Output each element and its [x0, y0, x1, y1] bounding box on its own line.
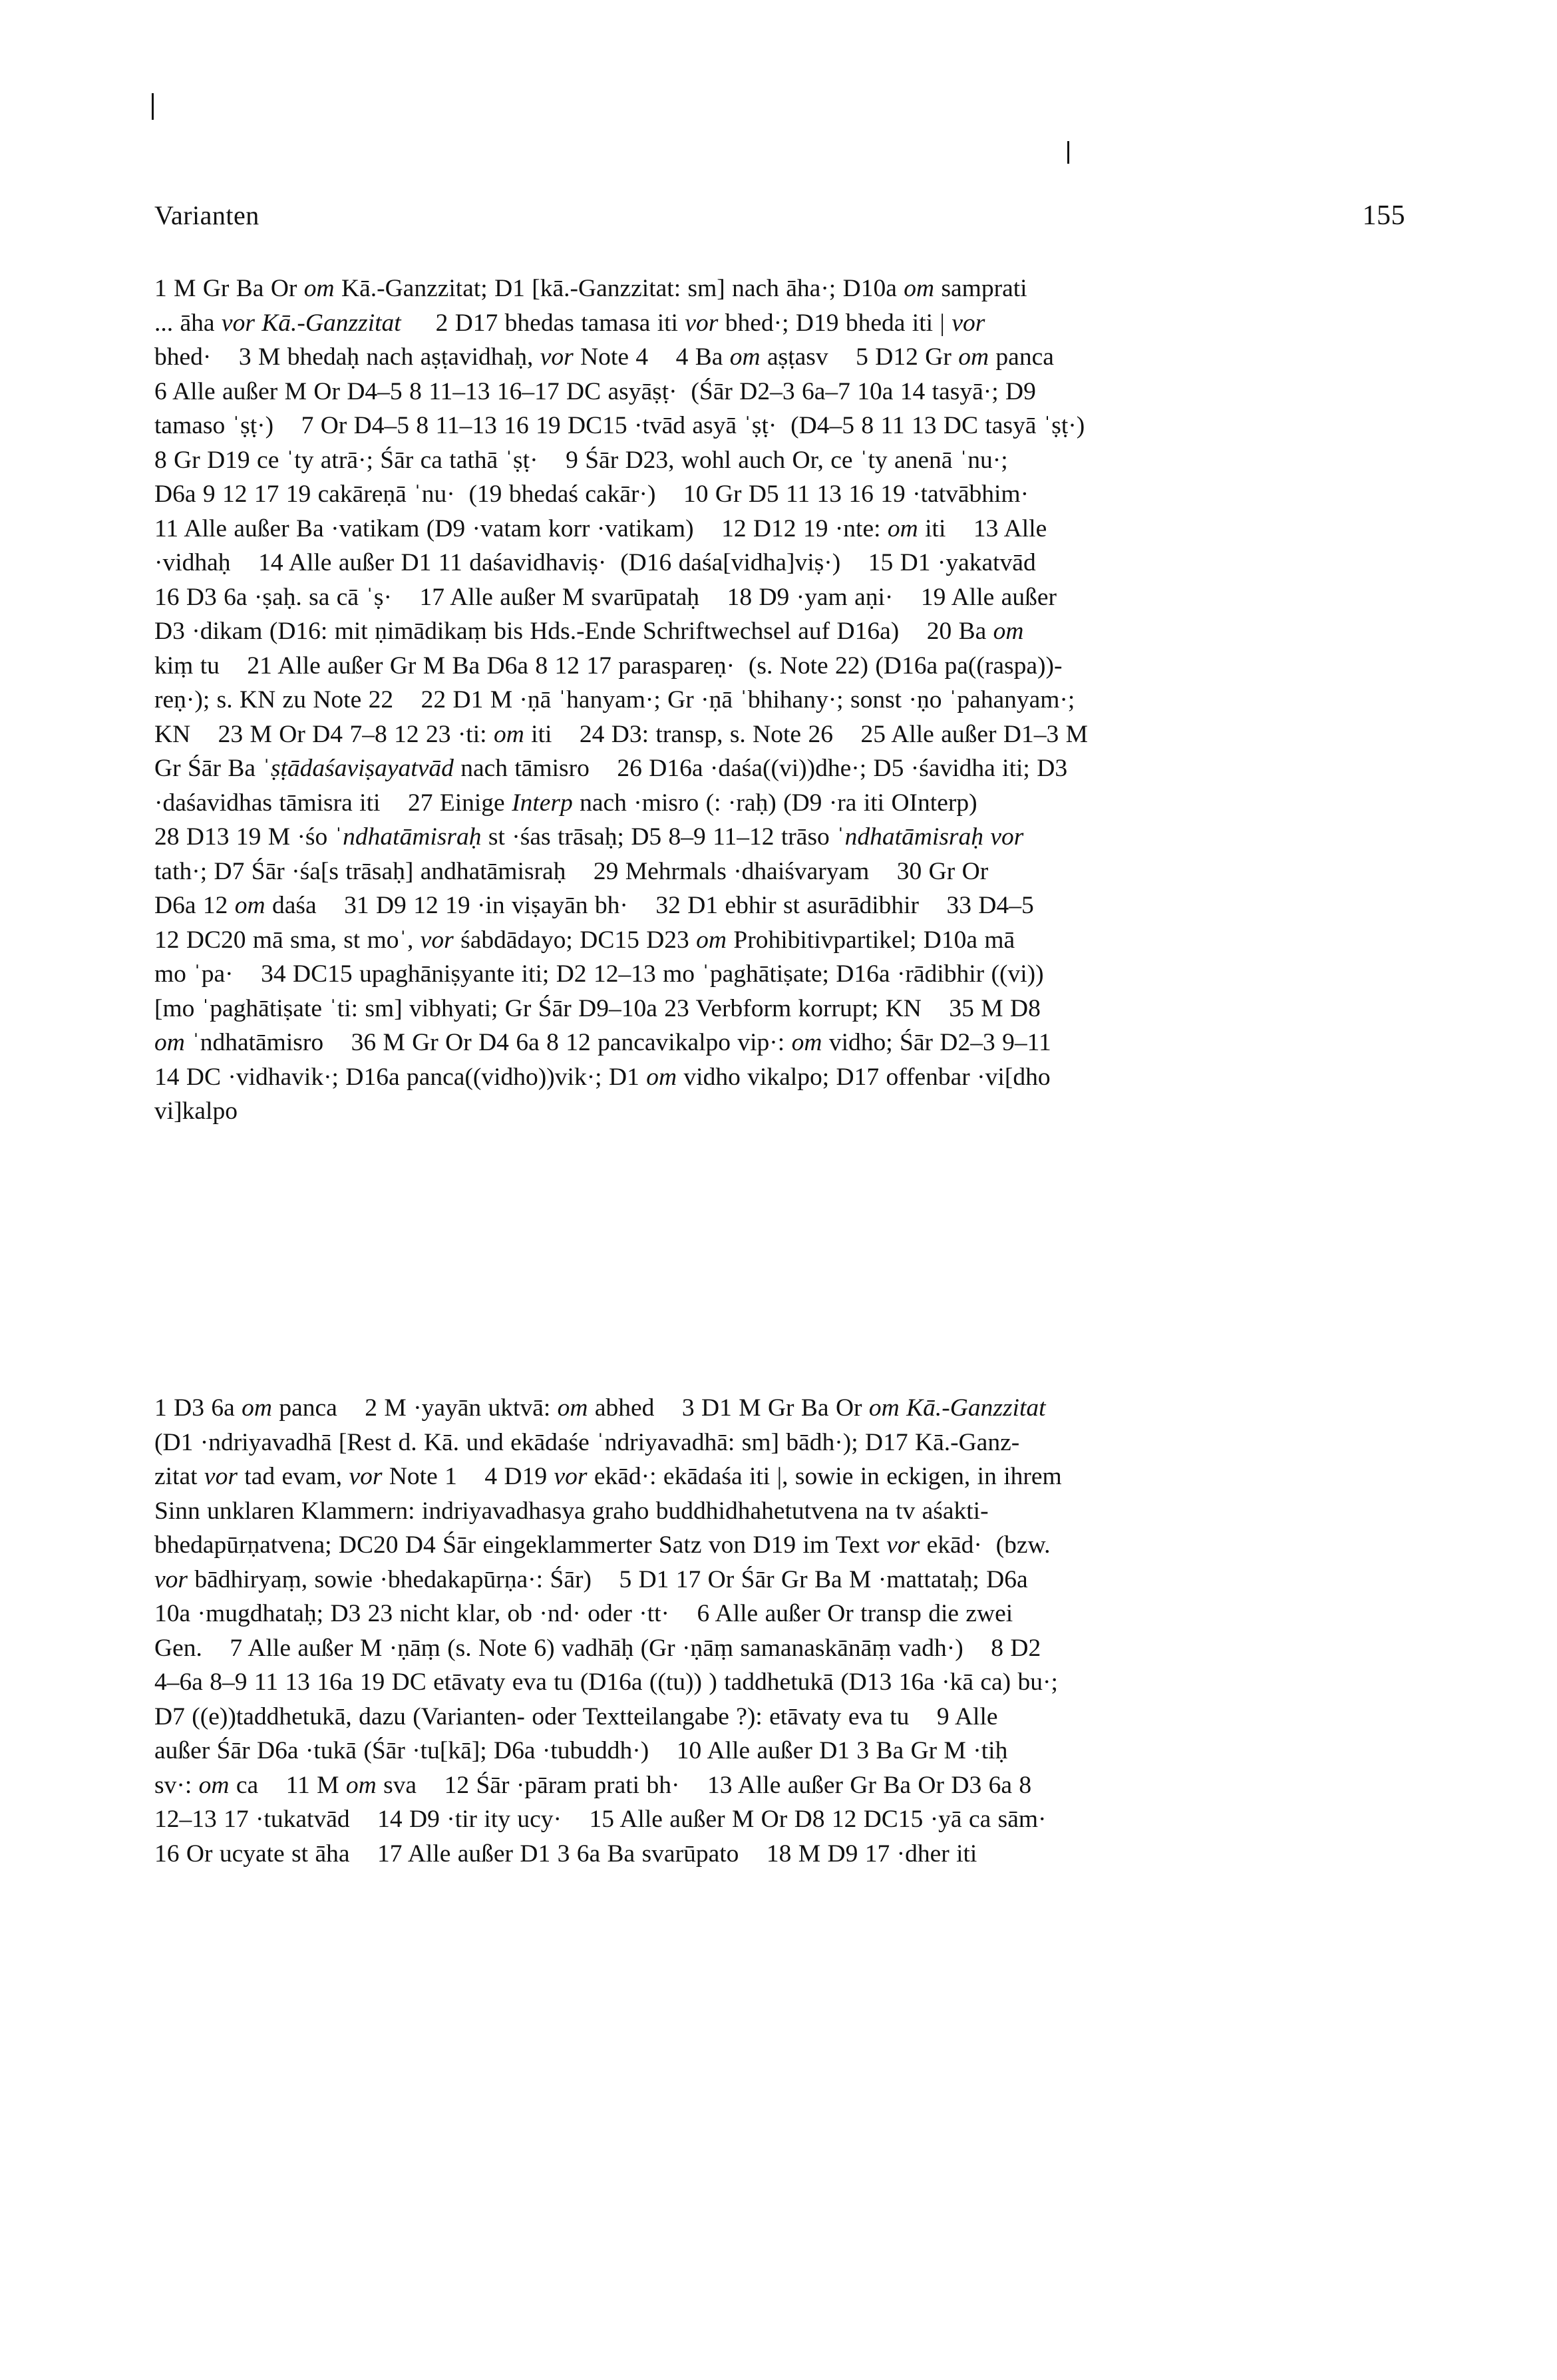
apparatus_top-line: 8 Gr D19 ce ˈty atrā·; Śār ca tathā ˈṣṭ· 9 Śār D23, wohl auch Or, ce ˈty anenā ˈnu·;: [154, 446, 1008, 474]
registration-mark-right: [1067, 141, 1069, 164]
apparatus_top-line: ·daśavidhas tāmisra iti 27 Einige Interp nach ·misro (: ·raḥ) (D9 ·ra iti OInterp): [154, 789, 977, 817]
apparatus_top-line: 1 M Gr Ba Or om Kā.-Ganzzitat; D1 [kā.-Ganzzitat: sm] nach āha·; D10a om samprati: [154, 275, 1027, 302]
apparatus_top-line: tath·; D7 Śār ·śa[s trāsaḥ] andhatāmisraḥ 29 Mehrmals ·dhaiśvaryam 30 Gr Or: [154, 857, 989, 885]
apparatus_top-line: KN 23 M Or D4 7–8 12 23 ·ti: om iti 24 D3: transp, s. Note 26 25 Alle außer D1–3 M: [154, 720, 1088, 748]
apparatus_bottom-line: 4–6a 8–9 11 13 16a 19 DC etāvaty eva tu (D16a ((tu)) ) taddhetukā (D13 16a ·kā ca) bu·;: [154, 1669, 1058, 1696]
apparatus_top-line: 28 D13 19 M ·śo ˈndhatāmisraḥ st ·śas trāsaḥ; D5 8–9 11–12 trāso ˈndhatāmisraḥ vor: [154, 823, 1024, 851]
registration-mark-top: [152, 93, 154, 120]
apparatus_top-line: 14 DC ·vidhavik·; D16a panca((vidho))vik·; D1 om vidho vikalpo; D17 offenbar ·vi[dho: [154, 1063, 1051, 1091]
apparatus_bottom-line: außer Śār D6a ·tukā (Śār ·tu[kā]; D6a ·tubuddh·) 10 Alle außer D1 3 Ba Gr M ·tiḥ: [154, 1737, 1008, 1764]
apparatus_bottom-line: bhedapūrṇatvena; DC20 D4 Śār eingeklammerter Satz von D19 im Text vor ekād· (bzw.: [154, 1531, 1051, 1559]
apparatus_top-line: 16 D3 6a ·ṣaḥ. sa cā ˈṣ· 17 Alle außer M svarūpataḥ 18 D9 ·yam aṇi· 19 Alle außer: [154, 583, 1057, 611]
apparatus_top-line: ·vidhaḥ 14 Alle außer D1 11 daśavidhaviṣ· (D16 daśa[vidha]viṣ·) 15 D1 ·yakatvād: [154, 549, 1036, 576]
apparatus-bottom-block: [154, 1391, 1405, 1871]
apparatus-top-block: [154, 272, 1405, 1129]
apparatus_top-line: bhed· 3 M bhedaḥ nach aṣṭavidhaḥ, vor Note 4 4 Ba om aṣṭasv 5 D12 Gr om panca: [154, 343, 1054, 371]
apparatus_bottom-line: vor bādhiryaṃ, sowie ·bhedakapūrṇa·: Śār) 5 D1 17 Or Śār Gr Ba M ·mattataḥ; D6a: [154, 1565, 1028, 1593]
apparatus_top-line: 12 DC20 mā sma, st moˈ, vor śabdādayo; DC15 D23 om Prohibitivpartikel; D10a mā: [154, 926, 1015, 954]
apparatus_bottom-line: sv·: om ca 11 M om sva 12 Śār ·pāram prati bh· 13 Alle außer Gr Ba Or D3 6a 8: [154, 1771, 1032, 1799]
apparatus_top-line: reṇ·); s. KN zu Note 22 22 D1 M ·ṇā ˈhanyam·; Gr ·ṇā ˈbhihany·; sonst ·ṇo ˈpahanyam·;: [154, 686, 1075, 713]
apparatus_top-line: mo ˈpa· 34 DC15 upaghāniṣyante iti; D2 12–13 mo ˈpaghātiṣate; D16a ·rādibhir ((vi)): [154, 960, 1044, 988]
apparatus_bottom-line: D7 ((e))taddhetukā, dazu (Varianten- oder Textteilangabe ?): etāvaty eva tu 9 Alle: [154, 1702, 998, 1730]
apparatus_bottom-line: Gen. 7 Alle außer M ·ṇāṃ (s. Note 6) vadhāḥ (Gr ·ṇāṃ samanaskānāṃ vadh·) 8 D2: [154, 1634, 1041, 1662]
apparatus_top-line: 11 Alle außer Ba ·vatikam (D9 ·vatam korr ·vatikam) 12 D12 19 ·nte: om iti 13 Alle: [154, 514, 1047, 542]
apparatus_bottom-line: 10a ·mugdhataḥ; D3 23 nicht klar, ob ·nd· oder ·tt· 6 Alle außer Or transp die zwei: [154, 1600, 1013, 1627]
apparatus_bottom-line: Sinn unklaren Klammern: indriyavadhasya graho buddhidhahetutvena na tv aśakti-: [154, 1497, 989, 1525]
apparatus_bottom-line: (D1 ·ndriyavadhā [Rest d. Kā. und ekādaśe ˈndriyavadhā: sm] bādh·); D17 Kā.-Ganz-: [154, 1428, 1020, 1456]
apparatus_top-line: D6a 9 12 17 19 cakāreṇā ˈnu· (19 bhedaś cakār·) 10 Gr D5 11 13 16 19 ·tatvābhim·: [154, 481, 1029, 508]
apparatus_bottom-line: 12–13 17 ·tukatvād 14 D9 ·tir ity ucy· 15 Alle außer M Or D8 12 DC15 ·yā ca sām·: [154, 1806, 1047, 1833]
apparatus_top-line: ... āha vor Kā.-Ganzzitat 2 D17 bhedas tamasa iti vor bhed·; D19 bheda iti | vor: [154, 309, 985, 337]
apparatus_top-line: D3 ·dikam (D16: mit ṇimādikaṃ bis Hds.-Ende Schriftwechsel auf D16a) 20 Ba om: [154, 618, 1024, 645]
apparatus_bottom-line: zitat vor tad evam, vor Note 1 4 D19 vor ekād·: ekādaśa iti |, sowie in eckigen, in ihrem: [154, 1463, 1062, 1490]
page-number: 155: [1362, 200, 1405, 231]
apparatus_top-line: tamaso ˈṣṭ·) 7 Or D4–5 8 11–13 16 19 DC15 ·tvād asyā ˈṣṭ· (D4–5 8 11 13 DC tasyā ˈṣṭ·): [154, 412, 1085, 439]
apparatus_top-line: vi]kalpo: [154, 1097, 238, 1125]
page-header: [154, 200, 1405, 232]
apparatus_bottom-line: 1 D3 6a om panca 2 M ·yayān uktvā: om abhed 3 D1 M Gr Ba Or om Kā.-Ganzzitat: [154, 1394, 1046, 1422]
running-head: Varianten: [154, 200, 260, 230]
apparatus_top-line: Gr Śār Ba ˈṣṭādaśaviṣayatvād nach tāmisro 26 D16a ·daśa((vi))dhe·; D5 ·śavidha iti; D3: [154, 755, 1068, 782]
apparatus_top-line: D6a 12 om daśa 31 D9 12 19 ·in viṣayān bh· 32 D1 ebhir st asurādibhir 33 D4–5: [154, 892, 1034, 919]
apparatus_bottom-line: 16 Or ucyate st āha 17 Alle außer D1 3 6a Ba svarūpato 18 M D9 17 ·dher iti: [154, 1840, 977, 1868]
apparatus_top-line: kiṃ tu 21 Alle außer Gr M Ba D6a 8 12 17 paraspareṇ· (s. Note 22) (D16a pa((raspa))-: [154, 652, 1063, 680]
apparatus_top-line: om ˈndhatāmisro 36 M Gr Or D4 6a 8 12 pancavikalpo vip·: om vidho; Śār D2–3 9–11: [154, 1029, 1051, 1056]
apparatus_top-line: 6 Alle außer M Or D4–5 8 11–13 16–17 DC asyāṣṭ· (Śār D2–3 6a–7 10a 14 tasyā·; D9: [154, 377, 1036, 405]
apparatus_top-line: [mo ˈpaghātiṣate ˈti: sm] vibhyati; Gr Śār D9–10a 23 Verbform korrupt; KN 35 M D8: [154, 994, 1041, 1022]
